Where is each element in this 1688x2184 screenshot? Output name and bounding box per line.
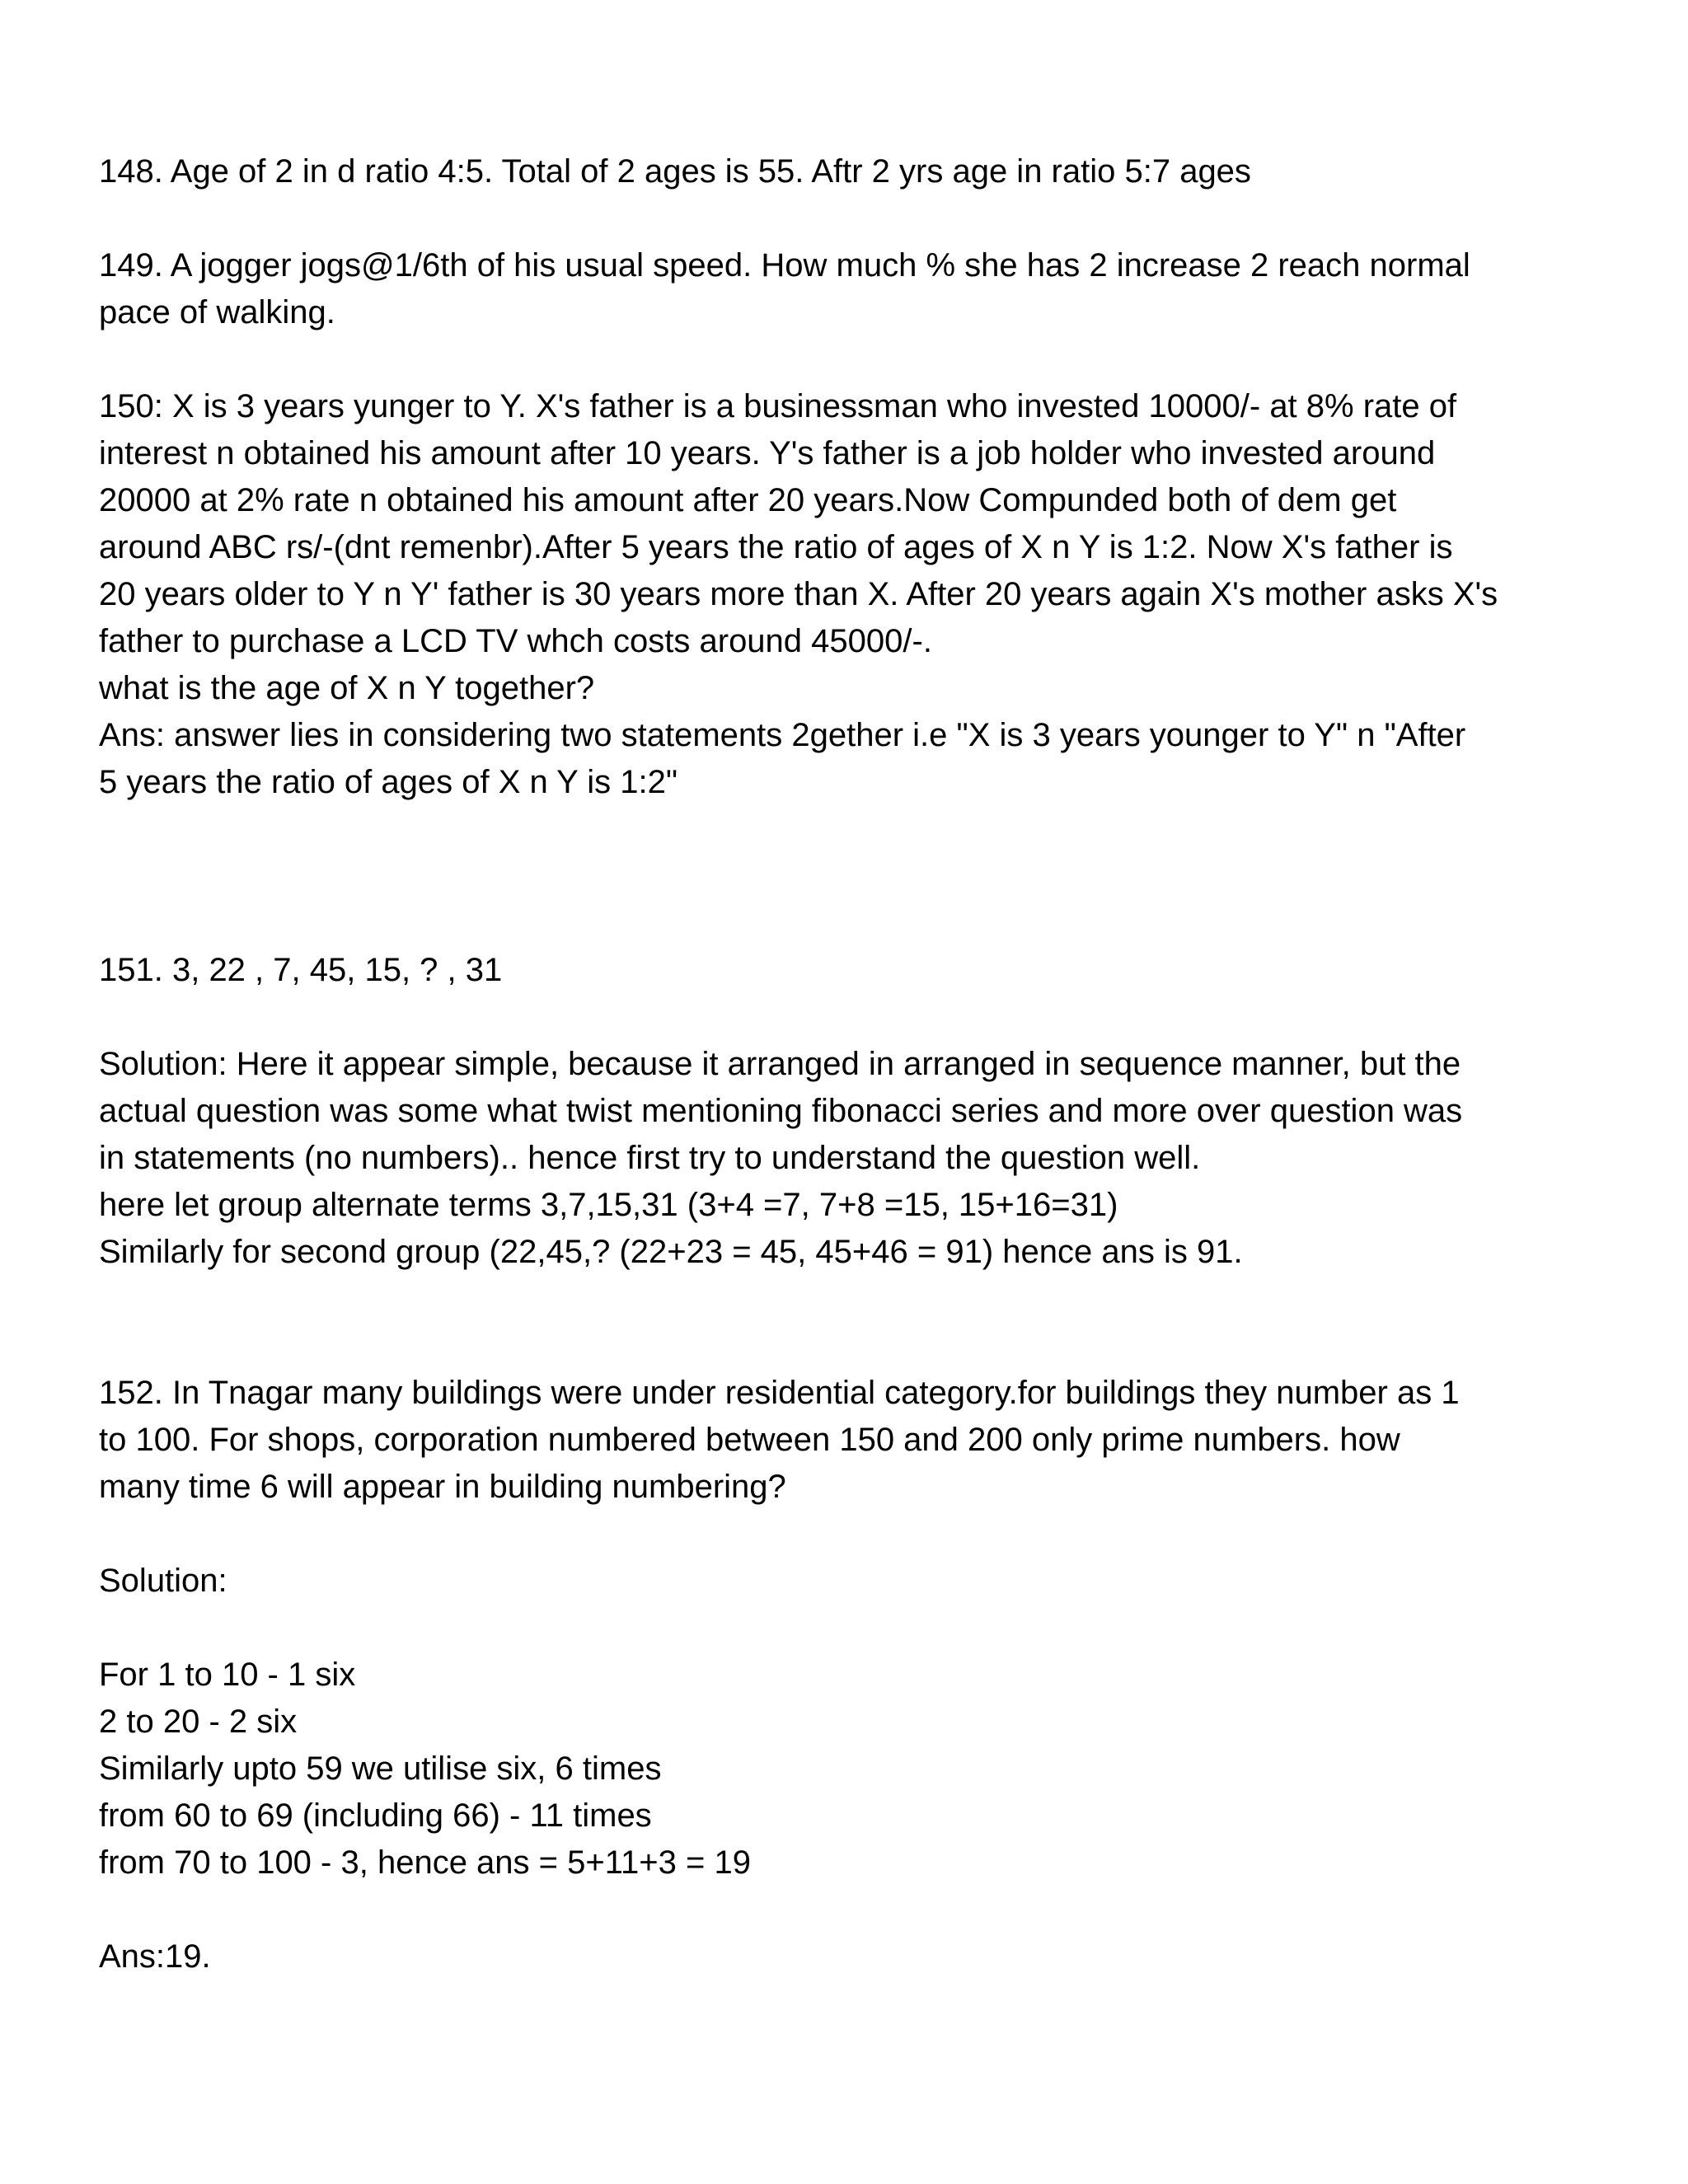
solution-line: Similarly for second group (22,45,? (22+23 = 45, 45+46 = 91) hence ans is 91.	[99, 1234, 1243, 1270]
question-150	[99, 383, 1615, 806]
question-text: 152. In Tnagar many buildings were under residential category.for buildings they number as 1	[99, 1375, 1460, 1411]
question-text: many time 6 will appear in building numbering?	[99, 1469, 786, 1505]
text-line: what is the age of X n Y together?	[99, 670, 595, 706]
solution-line: Solution: Here it appear simple, because it arranged in arranged in sequence manner, but the	[99, 1046, 1461, 1082]
text-line: 20 years older to Y n Y' father is 30 years more than X. After 20 years again X's mother asks X's	[99, 576, 1498, 612]
text-line: pace of walking.	[99, 294, 335, 330]
text-line: 150: X is 3 years yunger to Y. X's father is a businessman who invested 10000/- at 8% rate of	[99, 388, 1457, 424]
text-line: 149. A jogger jogs@1/6th of his usual speed. How much % she has 2 increase 2 reach normal	[99, 247, 1470, 284]
solution-line: here let group alternate terms 3,7,15,31 (3+4 =7, 7+8 =15, 15+16=31)	[99, 1187, 1118, 1223]
question-152	[99, 1370, 1615, 1980]
solution-step: Similarly upto 59 we utilise six, 6 times	[99, 1750, 662, 1787]
text-line: father to purchase a LCD TV whch costs around 45000/-.	[99, 623, 932, 659]
text-line: Ans: answer lies in considering two statements 2gether i.e "X is 3 years younger to Y" n "After	[99, 717, 1466, 753]
question-text: 151. 3, 22 , 7, 45, 15, ? , 31	[99, 952, 503, 988]
text-line: around ABC rs/-(dnt remenbr).After 5 years the ratio of ages of X n Y is 1:2. Now X's father is	[99, 529, 1453, 565]
solution-label: Solution:	[99, 1563, 227, 1599]
document-page	[99, 148, 1615, 1980]
solution-line: in statements (no numbers).. hence first try to understand the question well.	[99, 1140, 1201, 1176]
question-149	[99, 242, 1615, 336]
answer-text: Ans:19.	[99, 1938, 211, 1975]
solution-step: For 1 to 10 - 1 six	[99, 1657, 356, 1693]
solution-step: from 70 to 100 - 3, hence ans = 5+11+3 = 19	[99, 1844, 751, 1881]
solution-line: actual question was some what twist mentioning fibonacci series and more over question was	[99, 1093, 1463, 1129]
text-line: interest n obtained his amount after 10 years. Y's father is a job holder who invested around	[99, 435, 1436, 471]
solution-step: 2 to 20 - 2 six	[99, 1704, 298, 1740]
question-text: to 100. For shops, corporation numbered between 150 and 200 only prime numbers. how	[99, 1422, 1400, 1458]
text-line: 148. Age of 2 in d ratio 4:5. Total of 2 ages is 55. Aftr 2 yrs age in ratio 5:7 ages	[99, 153, 1251, 190]
text-line: 20000 at 2% rate n obtained his amount after 20 years.Now Compunded both of dem get	[99, 482, 1397, 518]
question-148	[99, 148, 1615, 195]
text-line: 5 years the ratio of ages of X n Y is 1:2"	[99, 764, 678, 800]
question-151	[99, 947, 1615, 1276]
solution-step: from 60 to 69 (including 66) - 11 times	[99, 1797, 652, 1834]
